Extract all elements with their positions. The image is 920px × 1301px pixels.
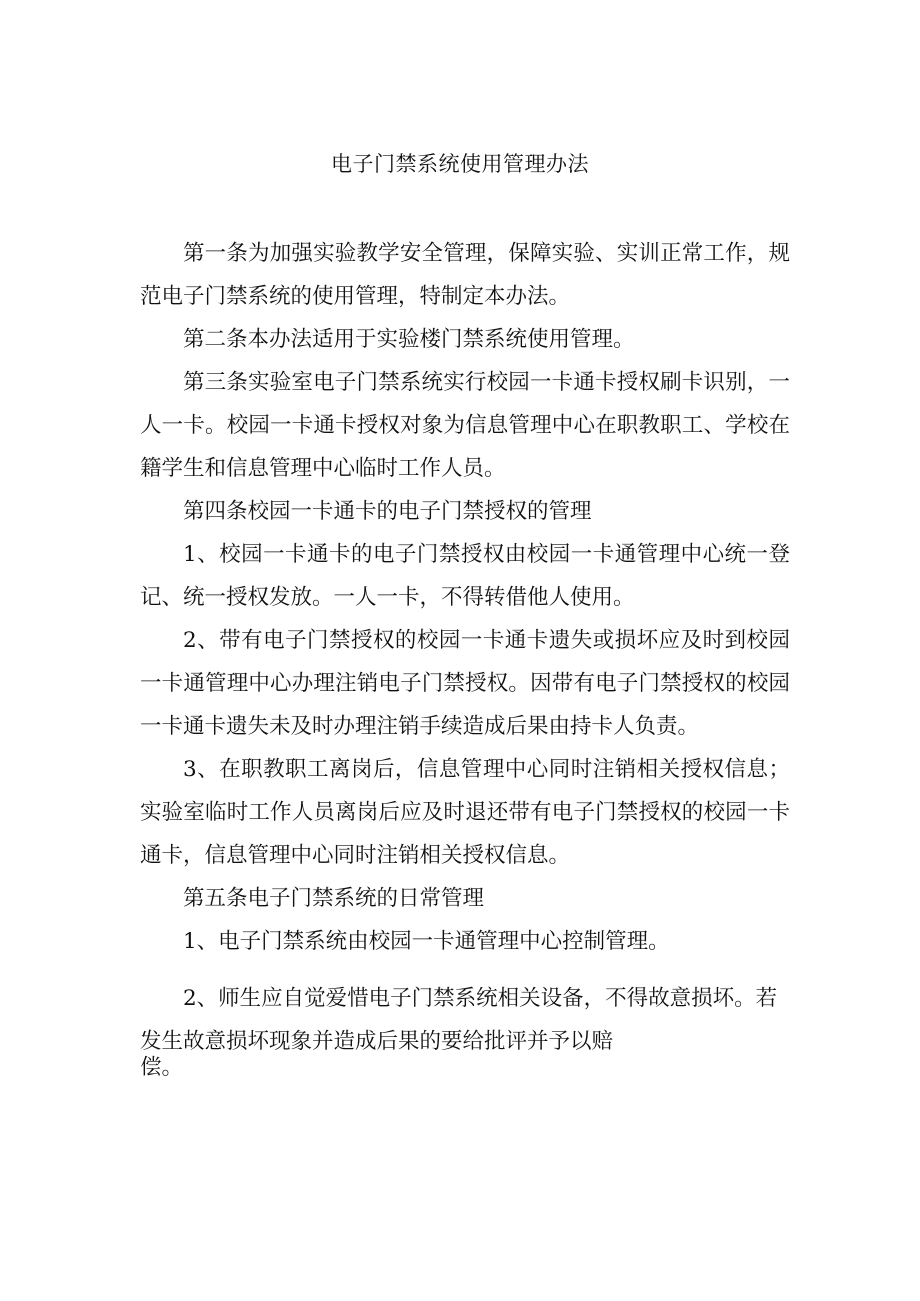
article-4-heading: 第四条校园一卡通卡的电子门禁授权的管理 <box>183 499 592 524</box>
article-4-item-3: 3、在职教职工离岗后，信息管理中心同时注销相关授权信息；实验室临时工作人员离岗后应及时退还带有电子门禁授权的校园一卡通卡，信息管理中心同时注销相关授权信息。 <box>140 757 790 868</box>
article-5-item-2: 2、师生应自觉爱惜电子门禁系统相关设备，不得故意损坏。若发生故意损坏现象并造成后果的要给批评并予以赔 <box>140 986 778 1054</box>
article-4-item-1: 1、校园一卡通卡的电子门禁授权由校园一卡通管理中心统一登记、统一授权发放。一人一卡，不得转借他人使用。 <box>140 542 790 610</box>
article-2-paragraph: 第二条本办法适用于实验楼门禁系统使用管理。 <box>183 327 635 352</box>
article-4-item-2: 2、带有电子门禁授权的校园一卡通卡遗失或损坏应及时到校园一卡通管理中心办理注销电子门禁授权。因带有电子门禁授权的校园一卡通卡遗失未及时办理注销手续造成后果由持卡人负责。 <box>140 628 790 739</box>
article-1-paragraph: 第一条为加强实验教学安全管理，保障实验、实训正常工作，规范电子门禁系统的使用管理，特制定本办法。 <box>140 241 790 309</box>
article-5-item-2-tail: 偿。 <box>140 1055 184 1080</box>
document-title: 电子门禁系统使用管理办法 <box>331 152 589 176</box>
article-5-heading: 第五条电子门禁系统的日常管理 <box>183 886 485 911</box>
document-body <box>140 232 790 1083</box>
article-5-item-1: 1、电子门禁系统由校园一卡通管理中心控制管理。 <box>183 929 670 954</box>
article-3-paragraph: 第三条实验室电子门禁系统实行校园一卡通卡授权刷卡识别，一人一卡。校园一卡通卡授权对象为信息管理中心在职教职工、学校在籍学生和信息管理中心临时工作人员。 <box>140 370 790 481</box>
